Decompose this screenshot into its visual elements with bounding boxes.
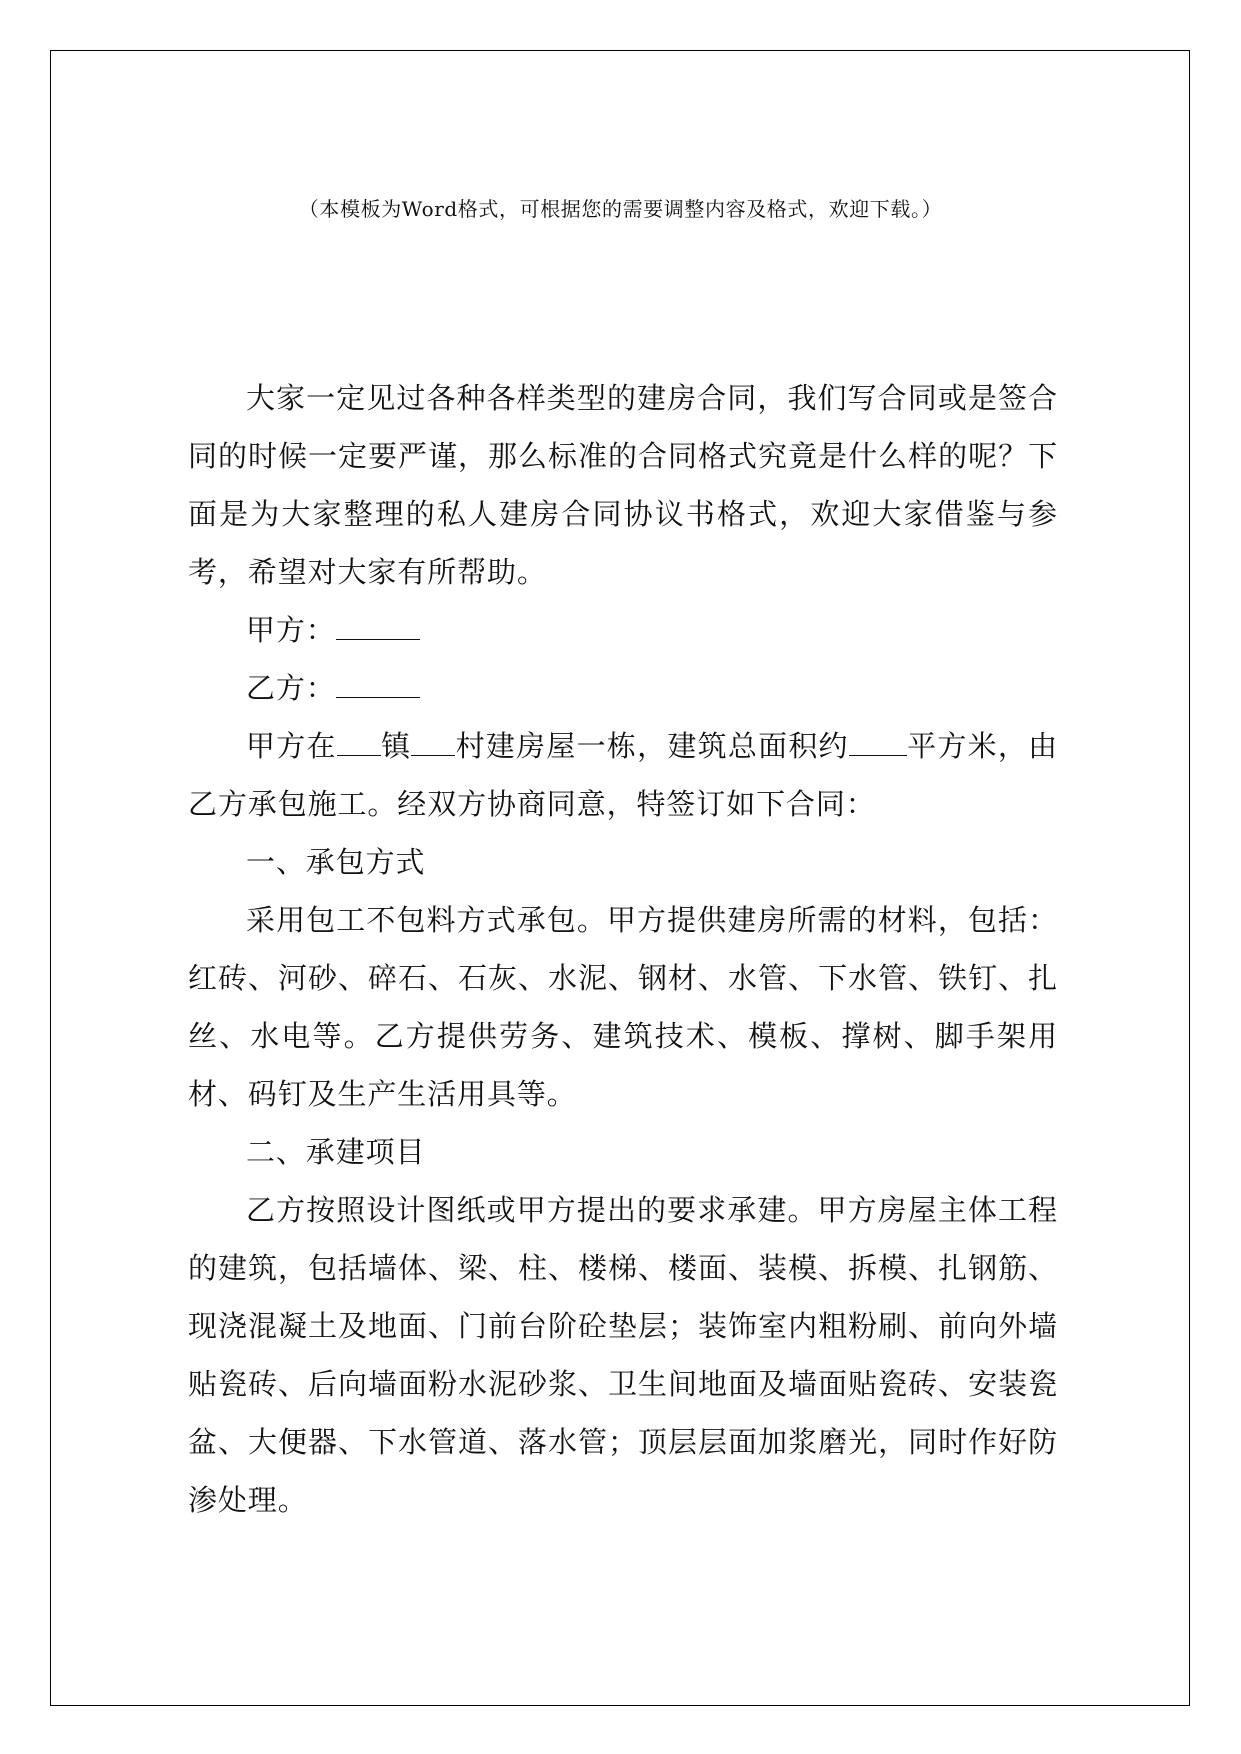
section-1-body: 采用包工不包料方式承包。甲方提供建房所需的材料，包括：红砖、河砂、碎石、石灰、水泥、钢材、水管、下水管、铁钉、扎丝、水电等。乙方提供劳务、建筑技术、模板、撑树、脚手架用材、码钉及生产生活用具等。 [188,903,1058,1111]
document-body [188,369,1058,1529]
party-b-label: 乙方： [246,671,336,705]
area-blank [849,733,907,756]
section-2-body: 乙方按照设计图纸或甲方提出的要求承建。甲方房屋主体工程的建筑，包括墙体、梁、柱、楼梯、楼面、装模、拆模、扎钢筋、现浇混凝土及地面、门前台阶砼垫层；装饰室内粗粉刷、前向外墙贴瓷砖、后向墙面粉水泥砂浆、卫生间地面及墙面贴瓷砖、安装瓷盆、大便器、下水管道、落水管；顶层层面加浆磨光，同时作好防渗处理。 [188,1193,1058,1517]
location-paragraph [188,717,1058,833]
village-blank [411,733,455,756]
location-text-4: 平方米，由乙方承包施工。经双方协商同意，特签订如下合同： [188,729,1058,821]
location-text-3: 村建房屋一栋，建筑总面积约 [455,729,849,763]
town-blank [337,733,381,756]
location-text-1: 甲方在 [246,729,337,763]
party-b-blank [336,675,420,698]
intro-paragraph: 大家一定见过各种各样类型的建房合同，我们写合同或是签合同的时候一定要严谨，那么标准的合同格式究竟是什么样的呢？下面是为大家整理的私人建房合同协议书格式，欢迎大家借鉴与参考，希望对大家有所帮助。 [188,381,1058,589]
party-b-line [188,659,1058,717]
party-a-label: 甲方： [246,613,336,647]
section-2-heading: 二、承建项目 [246,1135,426,1169]
party-a-blank [336,617,420,640]
party-a-line [188,601,1058,659]
location-text-2: 镇 [380,729,412,763]
section-1-heading: 一、承包方式 [246,845,426,879]
template-note: （本模板为Word格式，可根据您的需要调整内容及格式，欢迎下载。） [298,197,943,221]
